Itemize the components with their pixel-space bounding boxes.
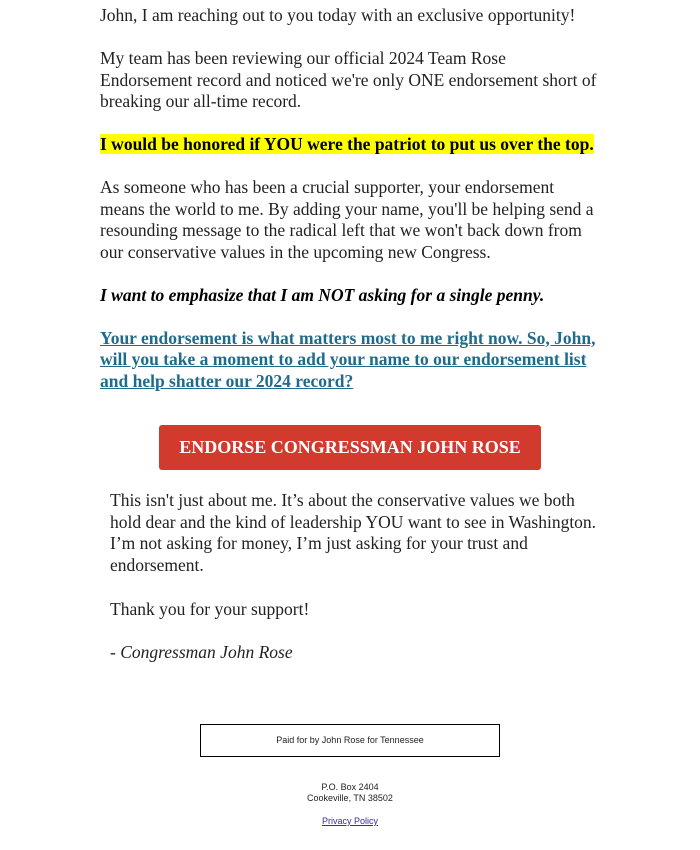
cta-link-paragraph (100, 328, 600, 393)
greeting-paragraph: John, I am reaching out to you today with an exclusive opportunity! (100, 5, 576, 25)
email-body-lower (110, 490, 600, 685)
endorse-button-container (159, 425, 541, 470)
highlight-paragraph (100, 134, 600, 156)
values-paragraph: This isn't just about me. It’s about the conservative values we both hold dear and the kind of leadership YOU want to see in Washington. I’m not asking for money, I’m just asking for your trust and endorsement. (110, 490, 597, 576)
privacy-policy-link[interactable]: Privacy Policy (321, 816, 378, 826)
supporter-paragraph: As someone who has been a crucial supporter, your endorsement means the world to me. By adding your name, you'll be helping send a resounding message to the radical left that we won't back down from our conservative values in the upcoming new Congress. (100, 177, 594, 262)
email-body-upper (100, 5, 600, 414)
paid-for-disclaimer: Paid for by John Rose for Tennessee (200, 724, 500, 757)
mailing-address (200, 782, 500, 803)
signature-dash: - (110, 641, 121, 662)
record-paragraph: My team has been reviewing our official 2024 Team Rose Endorsement record and noticed we're only ONE endorsement short of breaking our all-time record. (100, 48, 597, 111)
signature: Congressman John Rose (120, 641, 293, 662)
privacy-container (200, 816, 500, 827)
emphasis-paragraph: I want to emphasize that I am NOT asking for a single penny. (100, 284, 545, 305)
endorse-button[interactable]: ENDORSE CONGRESSMAN JOHN ROSE (159, 425, 541, 470)
highlighted-text: I would be honored if YOU were the patriot to put us over the top. (100, 134, 594, 154)
thanks-paragraph: Thank you for your support! (110, 598, 310, 619)
endorsement-link[interactable]: Your endorsement is what matters most to me right now. So, John, will you take a moment to add your name to our endorsement list and help shatter our 2024 record? (100, 327, 596, 391)
signature-line (110, 642, 600, 664)
address-line-2: Cookeville, TN 38502 (307, 792, 393, 803)
address-line-1: P.O. Box 2404 (321, 782, 379, 792)
